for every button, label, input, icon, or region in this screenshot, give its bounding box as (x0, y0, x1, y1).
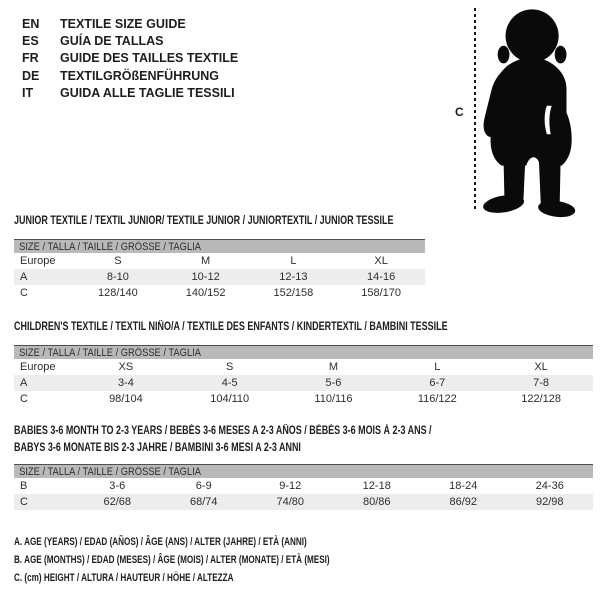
lang-code: DE (22, 68, 40, 83)
size-cell: 140/152 (185, 287, 226, 299)
junior-section-title: JUNIOR TEXTILE / TEXTIL JUNIOR/ TEXTILE JUNIOR / JUNIORTEXTIL / JUNIOR TESSILE (14, 215, 394, 227)
size-cell: XS (118, 361, 134, 373)
language-list (22, 15, 238, 102)
lang-label: GUIDA ALLE TAGLIE TESSILI (60, 86, 235, 101)
size-cell: 10-12 (191, 271, 220, 283)
lang-code: FR (22, 51, 39, 66)
table-row-c (14, 285, 425, 301)
size-cell: 5-6 (325, 377, 342, 389)
size-cell: 4-5 (221, 377, 238, 389)
note-c: C. (cm) HEIGHT / ALTURA / HAUTEUR / HÖHE / ALTEZZA (14, 572, 234, 584)
size-cell: 110/116 (314, 393, 353, 405)
size-header-bar (14, 345, 593, 359)
lang-label: TEXTILE SIZE GUIDE (60, 16, 186, 31)
children-section-title: CHILDREN'S TEXTILE / TEXTIL NIÑO/A / TEXTILE DES ENFANTS / KINDERTEXTIL / BAMBINI TESSILE (14, 321, 448, 333)
table-row-europe (14, 253, 425, 269)
row-label: C (20, 393, 28, 405)
row-label: C (20, 287, 28, 299)
size-cell: 9-12 (279, 480, 302, 492)
size-cell: 3-4 (117, 377, 134, 389)
silhouette-leg-right (539, 160, 561, 208)
babies-section-title-line1: BABIES 3-6 MONTH TO 2-3 YEARS / BEBÉS 3-6 MESES A 2-3 AÑOS / BÉBÉS 3-6 MOIS À 2-3 ANS / (14, 425, 432, 437)
size-cell: 152/158 (273, 287, 314, 299)
size-header-bar (14, 464, 593, 478)
row-label: A (20, 377, 28, 389)
size-cell: L (290, 255, 297, 267)
size-header-label: SIZE / TALLA / TAILLE / GRÖSSE / TAGLIA (19, 240, 201, 253)
size-cell: 3-6 (109, 480, 126, 492)
lang-code: IT (22, 86, 34, 101)
table-row-c (14, 391, 593, 407)
table-row-a (14, 269, 425, 285)
size-cell: M (201, 255, 211, 267)
row-label: Europe (20, 361, 56, 373)
note-b: B. AGE (MONTHS) / EDAD (MESES) / ÂGE (MOIS) / ALTER (MONATE) / ETÀ (MESI) (14, 554, 330, 566)
row-label: A (20, 271, 28, 283)
dimension-label-c: C (455, 105, 464, 119)
size-cell: 8-10 (106, 271, 129, 283)
size-cell: S (226, 361, 234, 373)
table-row-c (14, 494, 593, 510)
size-header-bar (14, 239, 425, 253)
size-header-label: SIZE / TALLA / TAILLE / GRÖSSE / TAGLIA (19, 465, 201, 478)
size-cell: 122/128 (521, 393, 561, 405)
size-cell: 98/104 (109, 393, 143, 405)
junior-size-table (14, 239, 425, 301)
size-cell: 62/68 (103, 496, 132, 508)
size-cell: L (434, 361, 441, 373)
lang-label: GUIDE DES TAILLES TEXTILE (60, 51, 239, 66)
size-cell: 6-7 (429, 377, 446, 389)
children-size-table (14, 345, 593, 407)
lang-row-it (22, 85, 238, 102)
size-cell: XL (534, 361, 548, 373)
table-row-b (14, 478, 593, 494)
size-cell: 12-18 (362, 480, 391, 492)
size-cell: 68/74 (189, 496, 218, 508)
size-cell: 158/170 (361, 287, 401, 299)
lang-code: ES (22, 34, 39, 49)
size-cell: 92/98 (535, 496, 564, 508)
lang-code: EN (22, 16, 40, 31)
lang-label: TEXTILGRÖßENFÜHRUNG (60, 68, 220, 83)
note-a: A. AGE (YEARS) / EDAD (AÑOS) / ÂGE (ANS) / ALTER (JAHRE) / ETÀ (ANNI) (14, 536, 307, 548)
baby-silhouette-image (478, 6, 596, 228)
size-cell: 14-16 (367, 271, 396, 283)
lang-row-en (22, 15, 238, 32)
lang-row-es (22, 32, 238, 49)
lang-row-fr (22, 50, 238, 67)
size-cell: 104/110 (210, 393, 250, 405)
size-cell: 18-24 (449, 480, 478, 492)
lang-row-de (22, 67, 238, 84)
size-cell: M (328, 361, 339, 373)
silhouette-ear-left (498, 46, 510, 64)
size-cell: 86/92 (449, 496, 478, 508)
babies-size-table (14, 464, 593, 510)
babies-section-title-line2: BABYS 3-6 MONATE BIS 2-3 JAHRE / BAMBINI 3-6 MESI A 2-3 ANNI (14, 442, 301, 454)
row-label: Europe (20, 255, 56, 267)
size-cell: 74/80 (276, 496, 305, 508)
size-cell: 128/140 (97, 287, 138, 299)
row-label: B (20, 480, 28, 492)
size-cell: 6-9 (195, 480, 212, 492)
size-header-label: SIZE / TALLA / TAILLE / GRÖSSE / TAGLIA (19, 346, 201, 359)
size-cell: 24-36 (535, 480, 564, 492)
row-label: C (20, 496, 28, 508)
table-row-a (14, 375, 593, 391)
size-cell: 80/86 (362, 496, 391, 508)
size-cell: XL (374, 255, 388, 267)
height-dimension-line (474, 8, 476, 212)
silhouette-head (506, 9, 559, 62)
size-cell: 116/122 (417, 393, 457, 405)
silhouette-ear-right (555, 46, 567, 64)
size-cell: 12-13 (279, 271, 308, 283)
size-cell: 7-8 (533, 377, 550, 389)
table-row-europe (14, 359, 593, 375)
size-cell: S (114, 255, 122, 267)
lang-label: GUÍA DE TALLAS (60, 34, 164, 49)
